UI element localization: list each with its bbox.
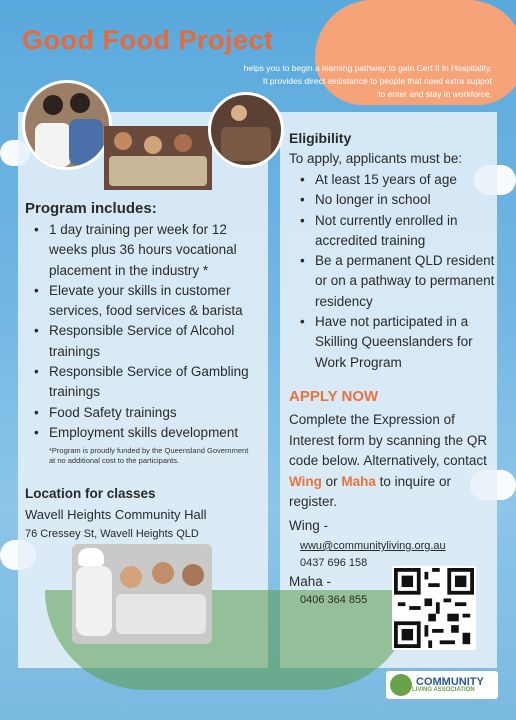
eligibility-item: • Be a permanent QLD resident or on a pathway to permanent residency [295,251,495,312]
maha-phone: 0406 364 855 [300,594,368,606]
program-item: • Elevate your skills in customer services, food services & barista [29,281,265,322]
program-heading: Program includes: [25,200,157,217]
apply-text: Complete the Expression of Interest form by scanning the QR code below. [289,412,488,468]
logo-subtitle: LIVING ASSOCIATION [412,687,475,693]
eligibility-item: • Not currently enrolled in accredited training [295,211,495,252]
location-heading: Location for classes [25,486,156,501]
qr-code-icon [394,568,474,648]
eligibility-list [295,170,495,373]
contact-name-maha: Maha [341,473,376,489]
apply-text: to inquire or register. [289,473,451,509]
program-item: • Responsible Service of Alcohol trainings [29,321,265,362]
photo-cooking-class [208,92,284,168]
eligibility-heading: Eligibility [289,130,352,146]
location-address: 76 Cressey St, Wavell Heights QLD [25,528,199,540]
photo-group-kitchen [104,126,212,190]
qr-code[interactable] [392,566,476,650]
wing-phone: 0437 696 158 [300,557,368,569]
maha-label: Maha - [289,574,332,589]
eligibility-intro: To apply, applicants must be: [289,151,463,166]
eligibility-item: • At least 15 years of age [295,170,495,190]
photo-chefs-kitchen [72,544,212,644]
tagline-line: helps you to begin a learning pathway to gain Cert II in Hospitality. [243,63,492,73]
wing-label: Wing - [289,518,329,533]
wing-email-link[interactable]: wwu@communityliving.org.au [300,540,446,552]
eligibility-item: • Have not participated in a Skilling Queenslanders for Work Program [295,312,495,373]
apply-instructions [289,410,495,513]
program-item: • Employment skills development [29,423,265,443]
program-item: • 1 day training per week for 12 weeks plus 36 hours vocational placement in the industry * [29,220,265,281]
photo-students-cooking [22,80,112,170]
location-venue: Wavell Heights Community Hall [25,507,207,522]
contact-name-wing: Wing [289,473,322,489]
logo-text [412,677,484,693]
tagline-line: It provides direct assistance to people that need extra suppot [262,76,492,86]
tagline-line: to enter and stay in workforce. [378,89,492,99]
funding-footnote: *Program is proudly funded by the Queensland Government at no additional cost to the participants. [49,446,249,465]
program-item: • Food Safety trainings [29,403,265,423]
community-living-logo [386,671,498,699]
apply-text: Alternatively, contact [363,453,487,468]
logo-name: COMMUNITY [416,676,484,688]
program-item: • Responsible Service of Gambling trainings [29,362,265,403]
tree-logo-icon [390,674,412,696]
page-title: Good Food Project [22,25,274,55]
apply-text: or [321,473,342,489]
apply-now-heading: APPLY NOW [289,388,379,405]
program-list [29,220,265,443]
eligibility-item: • No longer in school [295,190,495,210]
